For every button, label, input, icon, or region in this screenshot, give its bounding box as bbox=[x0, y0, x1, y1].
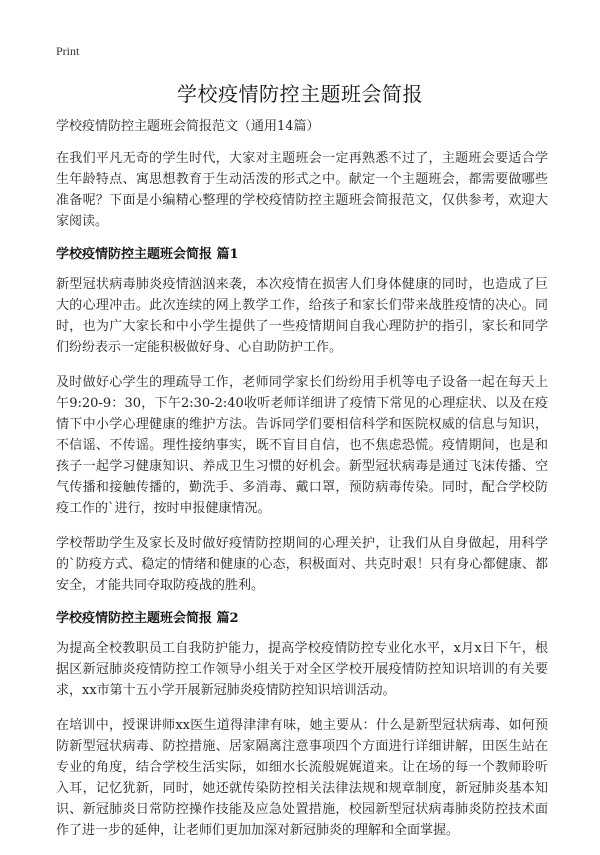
section-heading-1: 学校疫情防控主题班会简报 篇1 bbox=[56, 247, 239, 262]
page-title: 学校疫情防控主题班会简报 bbox=[177, 82, 423, 106]
document-body bbox=[56, 118, 548, 855]
document-subtitle: 学校疫情防控主题班会简报范文（通用14篇） bbox=[56, 119, 320, 134]
section-1-paragraph-1: 新型冠状病毒肺炎疫情汹汹来袭，本次疫情在损害人们身体健康的同时，也造成了巨大的心理冲击。此次连续的网上教学工作，给孩子和家长们带来战胜疫情的决心。同时，也为广大家长和中小学生提供了一些疫情期间自我心理防护的指引，家长和同学们纷纷表示一定能积极做好身、心自助防护工作。 bbox=[56, 277, 548, 355]
print-link[interactable]: Print bbox=[56, 44, 80, 58]
section-1-paragraph-3: 学校帮助学生及家长及时做好疫情防控期间的心理关护，让我们从自身做起，用科学的`防疫方式、稳定的情绪和健康的心态，积极面对、共克时艰！只有身心都健康、都安全，才能共同夺取防疫战的胜利。 bbox=[56, 536, 548, 593]
section-1-paragraph-2: 及时做好心学生的理疏导工作，老师同学家长们纷纷用手机等电子设备一起在每天上午9:20-9：30，下午2:30-2:40收听老师详细讲了疫情下常见的心理症状、以及在疫情下中小学心理健康的维护方法。告诉同学们要相信科学和医院权威的信息与知识，不信谣、不传谣。理性接纳事实，既不盲目自信，也不焦虑恐慌。疫情期间，也是和孩子一起学习健康知识、养成卫生习惯的好机会。新型冠状病毒是通过飞沫传播、空气传播和接触传播的，勤洗手、多消毒、戴口罩，预防病毒传染。同时，配合学校防疫工作的`进行，按时申报健康情况。 bbox=[56, 375, 548, 516]
section-2-paragraph-2: 在培训中，授课讲师xx医生道得津津有味，她主要从：什么是新型冠状病毒、如何预防新型冠状病毒、防控措施、居家隔离注意事项四个方面进行详细讲解，田医生站在专业的角度，结合学校生活实际，如细水长流般娓娓道来。让在场的每一个教师聆听入耳，记忆犹新，同时，她还就传染防控相关法律法规和规章制度，新冠肺炎基本知识、新冠肺炎日常防控操作技能及应急处置措施，校园新型冠状病毒肺炎防控技术面作了进一步的延伸，让老师们更加加深对新冠肺炎的理解和全面掌握。 bbox=[56, 718, 548, 838]
intro-paragraph: 在我们平凡无奇的学生时代，大家对主题班会一定再熟悉不过了，主题班会要适合学生年龄特点、寓思想教育于生动活泼的形式之中。献定一个主题班会，都需要做哪些准备呢？下面是小编精心整理的学校疫情防控主题班会简报范文，仅供参考，欢迎大家阅读。 bbox=[56, 151, 548, 229]
section-heading-2: 学校疫情防控主题班会简报 篇2 bbox=[56, 611, 239, 626]
section-2-paragraph-1: 为提高全校教职员工自我防护能力，提高学校疫情防控专业化水平，x月x日下午，根据区新冠肺炎疫情防控工作领导小组关于对全区学校开展疫情防控知识培训的有关要求，xx市第十五小学开展新冠肺炎疫情防控知识培训活动。 bbox=[56, 641, 548, 698]
